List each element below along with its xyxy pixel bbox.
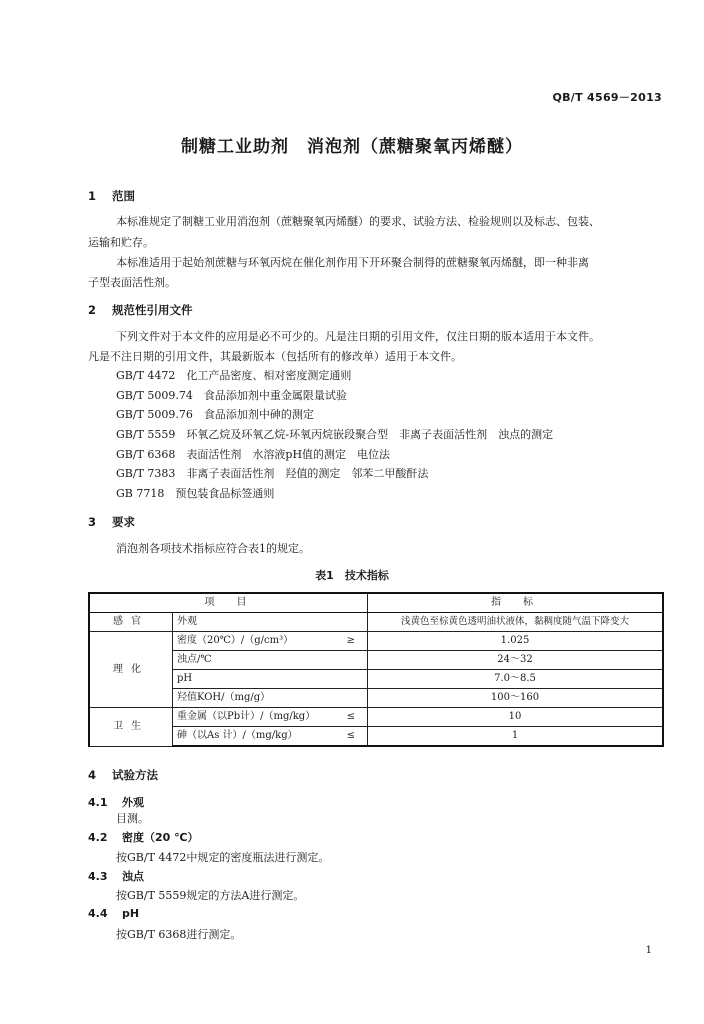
subsection-heading [88,868,144,884]
table-row [89,670,663,689]
subsection-text: 按GB/T 6368进行测定。 [116,928,242,941]
subsection-heading [88,907,139,920]
comparison-symbol: ≤ [346,730,355,741]
reference-item: GB/T 5009.76 食品添加剂中砷的测定 [116,408,314,421]
item-name-cell [173,727,368,747]
section-4-heading [88,767,158,783]
scope-paragraph-1-line-2: 运输和贮存。 [88,236,154,249]
item-name-text: 砷（以As 计）/（mg/kg） [177,730,298,741]
category-cell: 感官 [89,613,173,632]
subsection-title: 外观 [122,796,144,809]
page-number: 1 [645,945,652,956]
item-name-cell: 浊点/℃ [173,651,368,670]
subsection-number: 4.4 [88,907,108,920]
table-row [89,613,663,632]
table-header-value: 指 标 [368,593,664,613]
reference-item: GB/T 4472 化工产品密度、相对密度测定通则 [116,369,352,382]
section-number: 3 [88,515,97,529]
section-title: 要求 [112,515,135,529]
reference-item: GB/T 5559 环氧乙烷及环氧乙烷-环氧丙烷嵌段聚合型 非离子表面活性剂 浊点的测定 [116,428,554,441]
scope-paragraph-2-line-1: 本标准适用于起始剂蔗糖与环氧丙烷在催化剂作用下开环聚合制得的蔗糖聚氧丙烯醚，即一种非离 [116,256,589,269]
table-header-item: 项 目 [89,593,368,613]
subsection-title: 密度（20 ℃） [122,831,199,844]
value-cell: 1 [368,727,664,747]
table-row [89,727,663,747]
document-title: 制糖工业助剂 消泡剂（蔗糖聚氧丙烯醚） [181,137,523,157]
section-3-heading [88,514,135,530]
section-number: 2 [88,303,97,317]
subsection-title: 浊点 [122,870,144,883]
item-name-cell: pH [173,670,368,689]
section-title: 范围 [112,189,135,203]
subsection-text: 目测。 [116,812,149,825]
value-cell: 浅黄色至棕黄色透明油状液体，黏稠度随气温下降变大 [368,613,664,632]
category-cell: 卫生 [89,708,173,747]
reference-item: GB 7718 预包装食品标签通则 [116,487,275,500]
item-name-text: 密度（20℃）/（g/cm³） [177,635,294,646]
value-cell: 1.025 [368,632,664,651]
value-cell: 100～160 [368,689,664,708]
table-row [89,632,663,651]
table-row [89,689,663,708]
subsection-heading [88,794,144,810]
table-row [89,708,663,727]
technical-spec-table [88,592,664,747]
item-name-text: 重金属（以Pb计）/（mg/kg） [177,711,316,722]
comparison-symbol: ≤ [346,711,355,722]
section-number: 4 [88,768,97,782]
table-header-row [89,593,663,613]
reference-item: GB/T 7383 非离子表面活性剂 羟值的测定 邻苯二甲酸酐法 [116,467,429,480]
section-title: 试验方法 [112,768,158,782]
reference-item: GB/T 6368 表面活性剂 水溶液pH值的测定 电位法 [116,448,391,461]
subsection-number: 4.1 [88,796,108,809]
reference-item: GB/T 5009.74 食品添加剂中重金属限量试验 [116,389,347,402]
scope-paragraph-1-line-1: 本标准规定了制糖工业用消泡剂（蔗糖聚氧丙烯醚）的要求、试验方法、检验规则以及标志、包装、 [116,215,600,228]
value-cell: 10 [368,708,664,727]
table-row [89,651,663,670]
subsection-heading [88,829,198,845]
item-name-cell [173,632,368,651]
item-name-cell [173,708,368,727]
requirements-text: 消泡剂各项技术指标应符合表1的规定。 [116,542,310,555]
value-cell: 24～32 [368,651,664,670]
table-caption: 表1 技术指标 [315,569,389,582]
section-number: 1 [88,189,97,203]
section-2-heading [88,302,193,318]
section-1-heading [88,188,135,204]
references-paragraph-line-1: 下列文件对于本文件的应用是必不可少的。凡是注日期的引用文件，仅注日期的版本适用于本文件。 [116,330,600,343]
subsection-text: 按GB/T 5559规定的方法A进行测定。 [116,889,305,902]
subsection-title: pH [122,907,140,920]
category-cell: 理化 [89,632,173,708]
section-title: 规范性引用文件 [112,303,193,317]
references-paragraph-line-2: 凡是不注日期的引用文件，其最新版本（包括所有的修改单）适用于本文件。 [88,350,462,363]
value-cell: 7.0～8.5 [368,670,664,689]
subsection-text: 按GB/T 4472中规定的密度瓶法进行测定。 [116,851,330,864]
subsection-number: 4.2 [88,831,108,844]
standard-code: QB/T 4569－2013 [552,91,662,104]
item-name-cell: 外观 [173,613,368,632]
item-name-cell: 羟值KOH/（mg/g） [173,689,368,708]
comparison-symbol: ≥ [346,635,355,646]
scope-paragraph-2-line-2: 子型表面活性剂。 [88,276,176,289]
subsection-number: 4.3 [88,870,108,883]
